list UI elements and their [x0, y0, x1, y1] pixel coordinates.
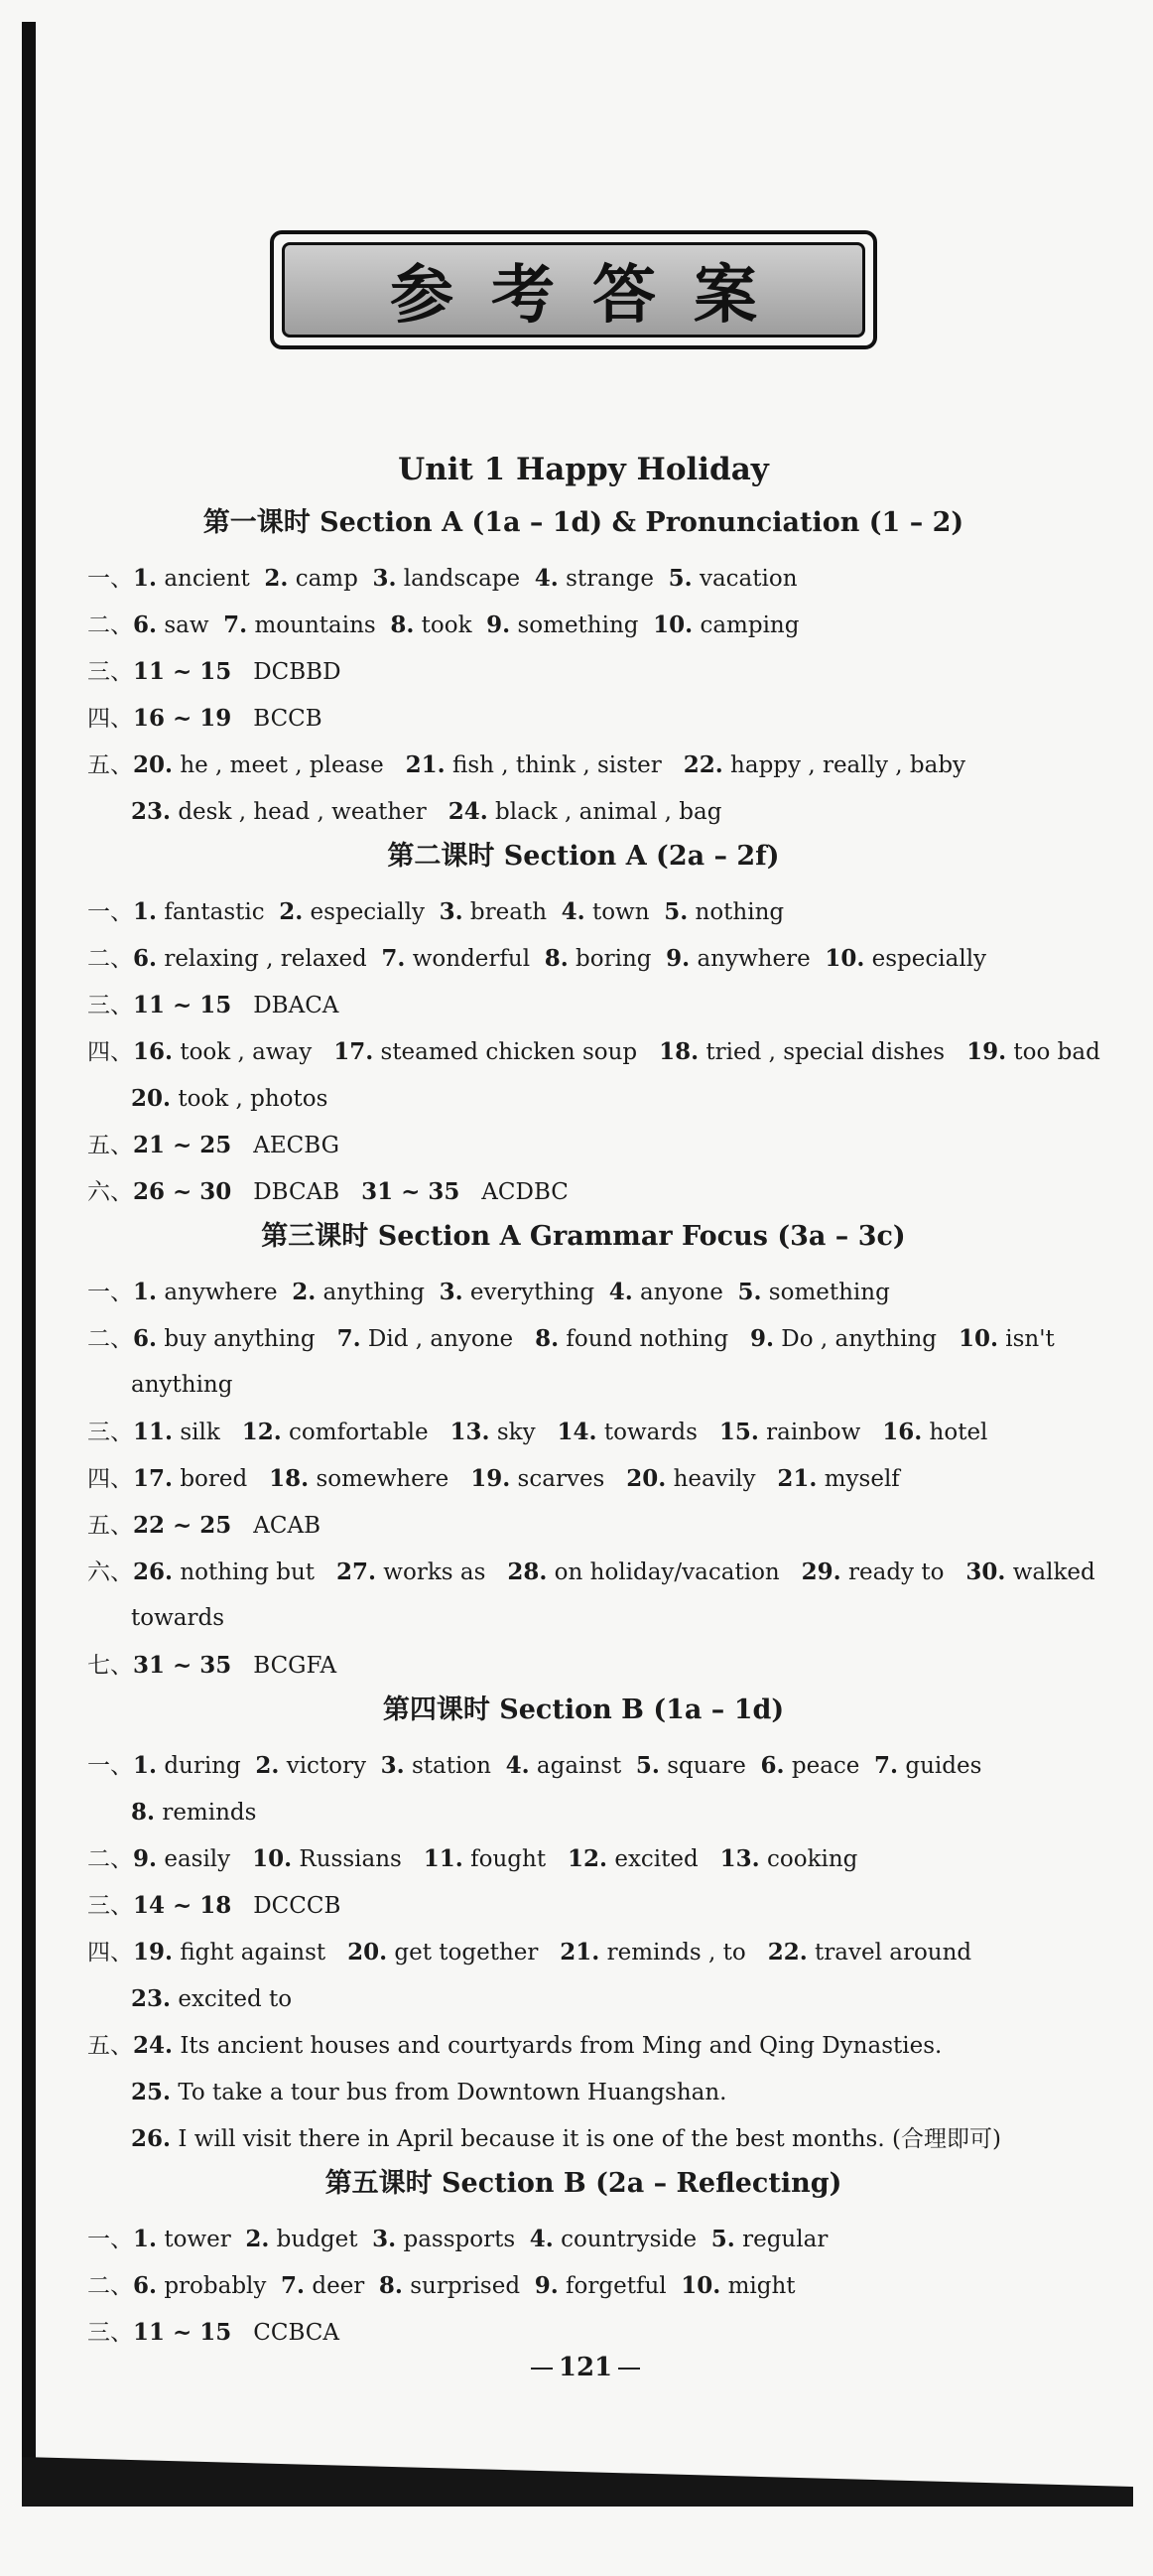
page-bottom-edge	[22, 2457, 1133, 2507]
question-number: 21.	[777, 1465, 818, 1492]
answer-row	[87, 1882, 1080, 1929]
question-number: 8.	[131, 1799, 156, 1826]
question-number: 10.	[252, 1845, 293, 1872]
answer-text: isn't	[997, 1326, 1055, 1352]
answer-row	[87, 982, 1080, 1028]
answer-row	[87, 1789, 1080, 1835]
answer-row	[87, 1455, 1080, 1502]
answer-text: station	[404, 1753, 506, 1779]
answer-text: anything	[131, 1372, 233, 1398]
question-group-prefix: 四、	[87, 1039, 133, 1065]
answer-text: towards	[596, 1420, 719, 1445]
answer-text: DCCCB	[231, 1893, 341, 1919]
answer-text: Did , anyone	[360, 1326, 536, 1352]
question-number: 6.	[760, 1752, 785, 1779]
question-number: 8.	[390, 611, 415, 638]
answer-row	[87, 2216, 1080, 2262]
answer-text: fish , think , sister	[445, 752, 684, 778]
answer-row	[87, 602, 1080, 648]
unit-title: Unit 1 Happy Holiday	[398, 452, 769, 487]
answer-text: hotel	[922, 1420, 988, 1445]
answer-row	[87, 695, 1080, 742]
answer-text: ACDBC	[459, 1179, 569, 1205]
question-group-prefix: 三、	[87, 1420, 133, 1445]
answer-row	[87, 1075, 1080, 1122]
question-group-prefix: 一、	[87, 1753, 133, 1779]
question-group-prefix: 六、	[87, 1559, 133, 1585]
question-number: 2.	[292, 1279, 317, 1305]
answer-text: guides	[898, 1753, 982, 1779]
question-number: 1.	[133, 1752, 158, 1779]
answer-text: fought	[462, 1846, 568, 1872]
question-number: 6.	[133, 1325, 158, 1352]
answer-row	[87, 2115, 1080, 2162]
answer-text: somewhere	[309, 1466, 471, 1492]
answer-text: DBACA	[231, 993, 339, 1018]
answer-text: anyone	[632, 1280, 738, 1305]
question-number: 21 ~ 25	[133, 1132, 232, 1158]
answer-text: especially	[303, 899, 440, 925]
question-group-prefix: 一、	[87, 899, 133, 925]
question-number: 26.	[131, 2125, 172, 2152]
answer-row	[87, 1929, 1080, 1975]
answer-text: Russians	[292, 1846, 424, 1872]
answer-text: fight against	[173, 1940, 348, 1966]
answer-text: walked	[1005, 1559, 1095, 1585]
answer-text: ACAB	[231, 1513, 320, 1539]
question-number: 26 ~ 30	[133, 1178, 232, 1205]
section-heading: 第二课时 Section A (2a – 2f)	[387, 841, 780, 872]
answer-text: he , meet , please	[173, 752, 406, 778]
answer-text: easily	[157, 1846, 253, 1872]
answer-text: countryside	[553, 2227, 711, 2252]
answer-row	[87, 1975, 1080, 2022]
question-number: 4.	[505, 1752, 530, 1779]
question-group-prefix: 三、	[87, 993, 133, 1018]
answer-text: rainbow	[758, 1420, 883, 1445]
page-title: 参考答案	[390, 259, 795, 333]
question-number: 22.	[767, 1939, 808, 1966]
question-number: 1.	[133, 1279, 158, 1305]
question-group-prefix: 六、	[87, 1179, 133, 1205]
answer-text: forgetful	[558, 2273, 682, 2299]
question-number: 16.	[133, 1038, 174, 1065]
question-number: 5.	[737, 1279, 762, 1305]
question-number: 5.	[635, 1752, 660, 1779]
answer-text: I will visit there in April because it is one of the best months. (合理即可)	[171, 2126, 1001, 2152]
question-group-prefix: 三、	[87, 1893, 133, 1919]
question-group-prefix: 二、	[87, 1326, 133, 1352]
title-inner-panel	[282, 242, 865, 338]
answer-text: anything	[316, 1280, 440, 1305]
question-group-prefix: 三、	[87, 2320, 133, 2346]
answer-text: anywhere	[157, 1280, 293, 1305]
answer-text: camp	[288, 566, 373, 592]
question-number: 16 ~ 19	[133, 705, 232, 732]
question-group-prefix: 二、	[87, 946, 133, 972]
answer-row	[87, 1362, 1080, 1409]
answer-key-title-box	[270, 230, 877, 349]
answer-text: silk	[173, 1420, 242, 1445]
question-number: 3.	[439, 898, 463, 925]
question-number: 24.	[448, 798, 488, 825]
question-number: 8.	[544, 945, 569, 972]
answer-row	[87, 1502, 1080, 1549]
page-number: 121	[516, 2353, 655, 2382]
question-number: 13.	[719, 1845, 760, 1872]
question-group-prefix: 五、	[87, 1513, 133, 1539]
question-number: 7.	[336, 1325, 361, 1352]
answer-text: scarves	[510, 1466, 627, 1492]
answer-text: nothing	[688, 899, 785, 925]
answer-text: tower	[157, 2227, 246, 2252]
answer-text: something	[510, 612, 654, 638]
question-number: 4.	[534, 565, 559, 592]
question-number: 3.	[380, 1752, 405, 1779]
answer-text: victory	[279, 1753, 381, 1779]
question-number: 11 ~ 15	[133, 992, 232, 1018]
question-group-prefix: 二、	[87, 2273, 133, 2299]
question-number: 7.	[281, 2272, 306, 2299]
answer-text: town	[584, 899, 665, 925]
question-number: 22.	[683, 751, 723, 778]
question-number: 9.	[666, 945, 691, 972]
answer-text: buy anything	[157, 1326, 337, 1352]
question-number: 12.	[241, 1419, 282, 1445]
answer-row	[87, 935, 1080, 982]
answer-text: especially	[864, 946, 987, 972]
question-number: 10.	[958, 1325, 998, 1352]
answer-row	[87, 1269, 1080, 1315]
question-number: 22 ~ 25	[133, 1512, 232, 1539]
question-group-prefix: 四、	[87, 1466, 133, 1492]
answer-text: during	[157, 1753, 256, 1779]
question-number: 12.	[568, 1845, 608, 1872]
answer-text: To take a tour bus from Downtown Huangshan.	[171, 2080, 727, 2105]
question-group-prefix: 三、	[87, 659, 133, 685]
question-number: 7.	[874, 1752, 899, 1779]
answer-row	[87, 1835, 1080, 1882]
answer-text: black , animal , bag	[487, 799, 722, 825]
answer-text: too bad	[1006, 1039, 1100, 1065]
answer-text: BCGFA	[231, 1653, 337, 1679]
answer-text: against	[529, 1753, 636, 1779]
section-heading: 第四课时 Section B (1a – 1d)	[382, 1695, 785, 1725]
binding-spine	[22, 22, 36, 2474]
question-group-prefix: 四、	[87, 706, 133, 732]
question-group-prefix: 四、	[87, 1940, 133, 1966]
question-number: 18.	[659, 1038, 700, 1065]
answer-text: took , away	[173, 1039, 334, 1065]
answer-text: something	[761, 1280, 890, 1305]
question-number: 4.	[529, 2226, 554, 2252]
question-number: 28.	[507, 1559, 548, 1585]
answer-row	[87, 788, 1080, 835]
answer-text: works as	[375, 1559, 508, 1585]
answer-text: CCBCA	[231, 2320, 339, 2346]
answer-content	[87, 452, 1100, 2356]
question-number: 31 ~ 35	[133, 1652, 232, 1679]
question-number: 20.	[347, 1939, 388, 1966]
answer-row	[87, 1409, 1080, 1455]
answer-text: anywhere	[690, 946, 826, 972]
answer-text: comfortable	[281, 1420, 450, 1445]
question-number: 23.	[131, 798, 172, 825]
answer-text: reminds , to	[599, 1940, 768, 1966]
question-number: 31 ~ 35	[361, 1178, 460, 1205]
answer-row	[87, 1122, 1080, 1168]
answer-text: probably	[157, 2273, 282, 2299]
question-number: 5.	[664, 898, 689, 925]
question-number: 13.	[449, 1419, 490, 1445]
answer-row	[87, 2262, 1080, 2309]
question-number: 8.	[535, 1325, 560, 1352]
question-number: 9.	[534, 2272, 559, 2299]
answer-row	[87, 648, 1080, 695]
answer-row	[87, 1549, 1095, 1595]
answer-row	[87, 1028, 1100, 1075]
question-number: 21.	[405, 751, 446, 778]
answer-text: everything	[462, 1280, 609, 1305]
question-number: 2.	[264, 565, 289, 592]
question-group-prefix: 一、	[87, 1280, 133, 1305]
question-number: 2.	[279, 898, 304, 925]
answer-text: square	[659, 1753, 761, 1779]
question-number: 14.	[557, 1419, 597, 1445]
answer-text: took , photos	[171, 1086, 328, 1112]
question-number: 15.	[718, 1419, 759, 1445]
answer-text: heavily	[666, 1466, 778, 1492]
answer-text: reminds	[155, 1800, 257, 1826]
answer-row	[87, 1315, 1080, 1362]
question-number: 3.	[372, 2226, 397, 2252]
answer-text: boring	[568, 946, 667, 972]
answer-text: budget	[269, 2227, 373, 2252]
question-number: 25.	[131, 2079, 172, 2105]
question-number: 27.	[335, 1559, 376, 1585]
question-number: 18.	[269, 1465, 310, 1492]
answer-text: get together	[387, 1940, 561, 1966]
question-number: 6.	[133, 2272, 158, 2299]
question-group-prefix: 五、	[87, 1133, 133, 1158]
answer-text: Its ancient houses and courtyards from Ming and Qing Dynasties.	[173, 2033, 943, 2059]
answer-text: happy , really , baby	[722, 752, 966, 778]
answer-text: tried , special dishes	[699, 1039, 967, 1065]
answer-text: on holiday/vacation	[547, 1559, 802, 1585]
answer-text: excited	[607, 1846, 720, 1872]
answer-text: DBCAB	[231, 1179, 362, 1205]
question-number: 30.	[965, 1559, 1006, 1585]
answer-row	[87, 1642, 1080, 1689]
answer-row	[87, 888, 1080, 935]
question-number: 1.	[133, 2226, 158, 2252]
question-number: 4.	[561, 898, 585, 925]
question-group-prefix: 五、	[87, 752, 133, 778]
answer-text: travel around	[807, 1940, 972, 1966]
answer-text: myself	[817, 1466, 900, 1492]
answer-text: ancient	[157, 566, 265, 592]
question-group-prefix: 七、	[87, 1653, 133, 1679]
answer-text: Do , anything	[774, 1326, 959, 1352]
answer-row	[87, 1168, 1080, 1215]
question-number: 1.	[133, 898, 158, 925]
section-heading: 第一课时 Section A (1a – 1d) & Pronunciation (1 – 2)	[202, 507, 964, 538]
answer-text: wonderful	[405, 946, 545, 972]
question-number: 11 ~ 15	[133, 658, 232, 685]
answer-row	[87, 2022, 1080, 2069]
question-number: 16.	[882, 1419, 923, 1445]
answer-text: AECBG	[231, 1133, 339, 1158]
answer-row	[87, 1742, 1080, 1789]
question-number: 3.	[439, 1279, 463, 1305]
answer-text: surprised	[402, 2273, 535, 2299]
question-number: 11 ~ 15	[133, 2319, 232, 2346]
question-number: 19.	[133, 1939, 174, 1966]
question-number: 23.	[131, 1985, 172, 2012]
question-number: 1.	[133, 565, 158, 592]
answer-row	[87, 555, 1080, 602]
answer-text: passports	[396, 2227, 530, 2252]
question-number: 9.	[749, 1325, 774, 1352]
question-number: 10.	[681, 2272, 721, 2299]
answer-text: regular	[734, 2227, 829, 2252]
question-number: 8.	[378, 2272, 403, 2299]
answer-text: towards	[131, 1605, 225, 1631]
question-number: 2.	[245, 2226, 270, 2252]
answer-text: mountains	[247, 612, 391, 638]
answer-text: took	[414, 612, 487, 638]
question-number: 26.	[133, 1559, 174, 1585]
question-number: 24.	[133, 2032, 174, 2059]
question-number: 3.	[372, 565, 397, 592]
answer-text: breath	[462, 899, 562, 925]
question-number: 11.	[133, 1419, 174, 1445]
question-number: 5.	[668, 565, 693, 592]
answer-row	[87, 742, 1080, 788]
answer-text: fantastic	[157, 899, 280, 925]
answer-row	[87, 2309, 1080, 2356]
answer-text: nothing but	[173, 1559, 336, 1585]
answer-text: cooking	[759, 1846, 858, 1872]
answer-text: strange	[558, 566, 669, 592]
question-number: 19.	[470, 1465, 511, 1492]
question-number: 11.	[423, 1845, 463, 1872]
question-number: 9.	[133, 1845, 158, 1872]
question-group-prefix: 二、	[87, 1846, 133, 1872]
answer-text: deer	[305, 2273, 379, 2299]
answer-text: camping	[693, 612, 800, 638]
section-heading: 第三课时 Section A Grammar Focus (3a – 3c)	[261, 1221, 906, 1252]
question-number: 6.	[133, 611, 158, 638]
question-number: 20.	[133, 751, 174, 778]
answer-text: vacation	[692, 566, 798, 592]
question-number: 4.	[608, 1279, 633, 1305]
answer-row	[87, 2069, 1080, 2115]
answer-text: relaxing , relaxed	[157, 946, 382, 972]
answer-text: excited to	[171, 1986, 293, 2012]
answer-text: ready to	[840, 1559, 966, 1585]
answer-text: steamed chicken soup	[373, 1039, 660, 1065]
answer-text: found nothing	[559, 1326, 750, 1352]
question-group-prefix: 一、	[87, 2227, 133, 2252]
question-number: 21.	[560, 1939, 600, 1966]
question-number: 20.	[626, 1465, 667, 1492]
answer-text: desk , head , weather	[171, 799, 448, 825]
question-group-prefix: 二、	[87, 612, 133, 638]
question-number: 17.	[133, 1465, 174, 1492]
answer-text: peace	[784, 1753, 875, 1779]
question-number: 5.	[710, 2226, 735, 2252]
question-group-prefix: 一、	[87, 566, 133, 592]
answer-text: saw	[157, 612, 224, 638]
question-number: 2.	[255, 1752, 280, 1779]
answer-text: sky	[489, 1420, 558, 1445]
answer-text: DCBBD	[231, 659, 341, 685]
answer-text: might	[720, 2273, 796, 2299]
answer-text: bored	[173, 1466, 270, 1492]
answer-text: landscape	[396, 566, 535, 592]
question-number: 7.	[223, 611, 248, 638]
answer-row	[87, 1595, 1080, 1642]
question-number: 10.	[653, 611, 694, 638]
question-number: 20.	[131, 1085, 172, 1112]
section-heading: 第五课时 Section B (2a – Reflecting)	[324, 2168, 842, 2199]
question-number: 10.	[825, 945, 865, 972]
answer-text: BCCB	[231, 706, 322, 732]
question-group-prefix: 五、	[87, 2033, 133, 2059]
question-number: 14 ~ 18	[133, 1892, 232, 1919]
question-number: 9.	[486, 611, 511, 638]
question-number: 7.	[381, 945, 406, 972]
question-number: 17.	[333, 1038, 374, 1065]
question-number: 6.	[133, 945, 158, 972]
question-number: 29.	[801, 1559, 841, 1585]
question-number: 19.	[966, 1038, 1007, 1065]
